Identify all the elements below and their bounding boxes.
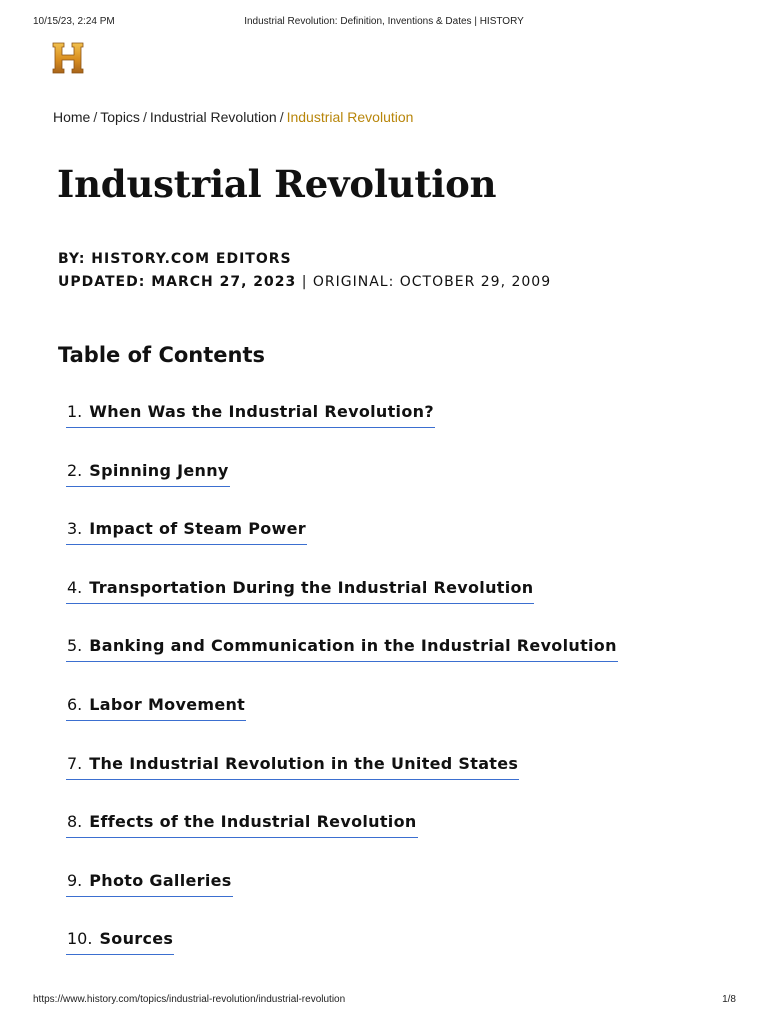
breadcrumb-separator: / [142,109,147,125]
toc-link-transportation[interactable] [66,574,534,604]
print-url: https://www.history.com/topics/industrial-revolution/industrial-revolution [33,994,346,1005]
table-of-contents [66,398,618,984]
toc-item [66,574,618,633]
toc-link-spinning-jenny[interactable] [66,457,230,487]
toc-heading: Table of Contents [58,343,266,367]
page-title: Industrial Revolution [57,162,497,206]
toc-label: Effects of the Industrial Revolution [89,812,417,832]
toc-number: 10. [67,929,93,949]
breadcrumb-topic[interactable]: Industrial Revolution [149,109,277,125]
print-timestamp: 10/15/23, 2:24 PM [33,16,115,27]
toc-label: Photo Galleries [89,870,232,890]
toc-item [66,515,618,574]
toc-link-when-was[interactable] [66,398,435,428]
toc-link-banking[interactable] [66,632,618,662]
history-logo-icon[interactable] [51,40,85,76]
print-footer [0,994,768,1008]
breadcrumb [53,109,413,125]
toc-item [66,867,618,926]
toc-number: 4. [67,577,83,597]
toc-number: 7. [67,753,83,773]
toc-number: 2. [67,460,83,480]
toc-link-sources[interactable] [66,925,174,955]
print-page-title: Industrial Revolution: Definition, Inventions & Dates | HISTORY [244,16,524,27]
toc-link-effects[interactable] [66,808,418,838]
breadcrumb-separator: / [93,109,98,125]
toc-label: When Was the Industrial Revolution? [89,402,434,421]
breadcrumb-current[interactable]: Industrial Revolution [286,109,414,125]
toc-link-steam-power[interactable] [66,515,307,545]
toc-label: Spinning Jenny [89,460,229,480]
toc-label: Labor Movement [89,694,246,714]
toc-number: 9. [67,870,83,890]
toc-item [66,457,618,516]
byline: BY: HISTORY.COM EDITORS [58,251,292,267]
toc-label: Impact of Steam Power [89,519,306,539]
history-h-logo-icon [51,40,85,76]
toc-number: 1. [67,402,83,421]
original-date: ORIGINAL: OCTOBER 29, 2009 [312,274,552,290]
toc-label: The Industrial Revolution in the United States [89,753,519,773]
toc-link-photo-galleries[interactable] [66,867,233,897]
breadcrumb-separator: / [279,109,284,125]
toc-number: 6. [67,694,83,714]
date-divider: | [301,274,308,290]
toc-label: Banking and Communication in the Industrial Revolution [89,636,617,656]
breadcrumb-topics[interactable]: Topics [100,109,140,125]
toc-link-united-states[interactable] [66,750,519,780]
updated-date: UPDATED: MARCH 27, 2023 [58,274,297,290]
toc-item [66,925,618,984]
toc-number: 8. [67,812,83,832]
toc-label: Sources [99,929,174,949]
toc-link-labor-movement[interactable] [66,691,246,721]
date-line [58,274,551,290]
toc-label: Transportation During the Industrial Revolution [89,577,534,597]
toc-item [66,691,618,750]
toc-item [66,750,618,809]
page-number: 1/8 [722,994,736,1005]
toc-number: 3. [67,519,83,539]
print-header [0,16,768,30]
toc-item [66,808,618,867]
breadcrumb-home[interactable]: Home [53,109,91,125]
toc-item [66,632,618,691]
toc-item [66,398,618,457]
toc-number: 5. [67,636,83,656]
